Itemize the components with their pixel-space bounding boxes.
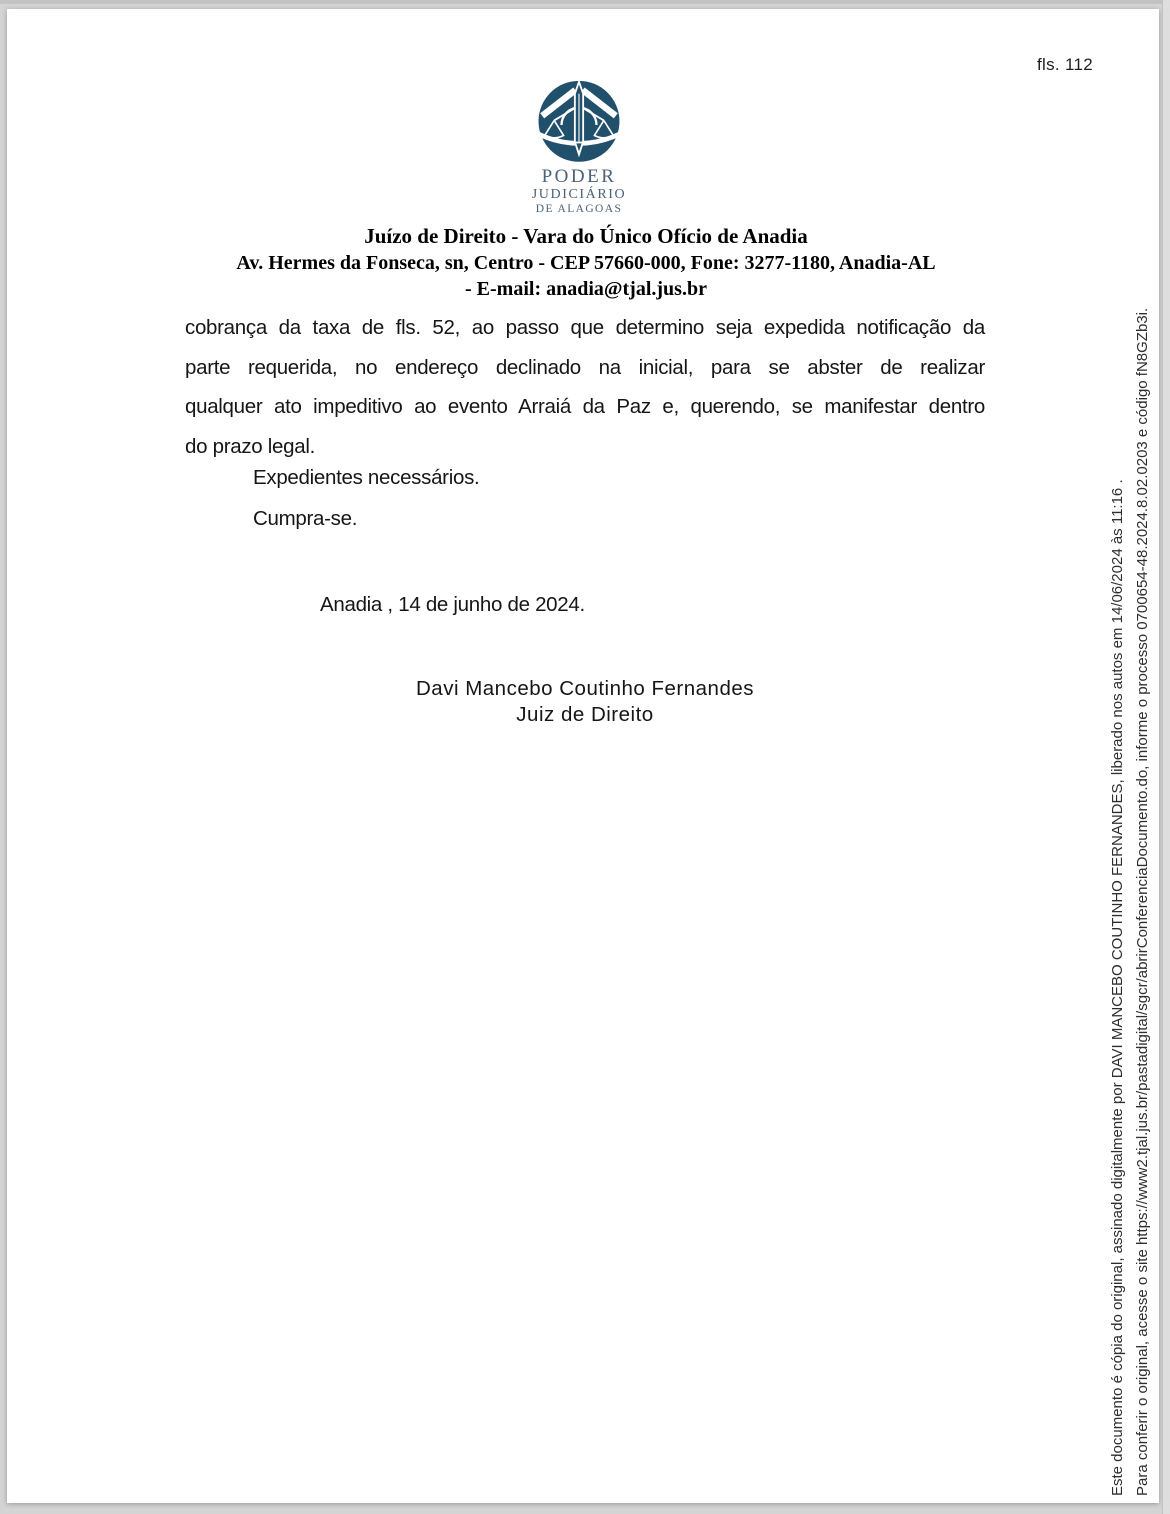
date-line: Anadia , 14 de junho de 2024.	[320, 593, 585, 616]
page-number-label: fls. 112	[1037, 55, 1093, 74]
paragraph-line: do prazo legal.	[185, 434, 315, 458]
scrollbar[interactable]	[1162, 0, 1170, 1514]
signature-name: Davi Mancebo Coutinho Fernandes	[416, 677, 754, 700]
stamp-line-signed: Este documento é cópia do original, assinado digitalmente por DAVI MANCEBO COUTINHO FERNANDES, liberado nos autos em 14/06/2024 às 11:16 .	[1109, 479, 1126, 1496]
decision-paragraph	[185, 308, 985, 466]
org-line-judiciario: JUDICIÁRIO	[531, 187, 627, 202]
document-page	[7, 9, 1159, 1503]
stamp-line-verify: Para conferir o original, acesse o site https://www2.tjal.jus.br/pastadigital/sgcr/abrirConferenciaDocumento.do, informe o processo 0700654-48.2024.8.02.0203 e código fN8GZb3i.	[1134, 307, 1151, 1496]
court-address: Av. Hermes da Fonseca, sn, Centro - CEP 57660-000, Fone: 3277-1180, Anadia-AL	[236, 252, 936, 274]
org-line-poder: PODER	[541, 166, 617, 187]
tjal-crest-icon	[533, 79, 625, 171]
expedientes-line: Expedientes necessários.	[253, 466, 480, 489]
org-name-block	[479, 167, 679, 216]
paragraph-line: parte requerida, no endereço declinado na inicial, para se abster de realizar	[185, 355, 985, 379]
signature-role: Juiz de Direito	[516, 703, 654, 726]
cumpra-se-line: Cumpra-se.	[253, 507, 358, 530]
court-title: Juízo de Direito - Vara do Único Ofício de Anadia	[364, 224, 808, 248]
paragraph-line: cobrança da taxa de fls. 52, ao passo que determino seja expedida notificação da	[185, 316, 985, 339]
paragraph-line: qualquer ato impeditivo ao evento Arraiá da Paz e, querendo, se manifestar dentro	[185, 395, 985, 418]
digital-signature-stamp	[1105, 36, 1155, 1496]
court-email: - E-mail: anadia@tjal.jus.br	[465, 278, 707, 300]
org-line-alagoas: DE ALAGOAS	[535, 203, 623, 215]
